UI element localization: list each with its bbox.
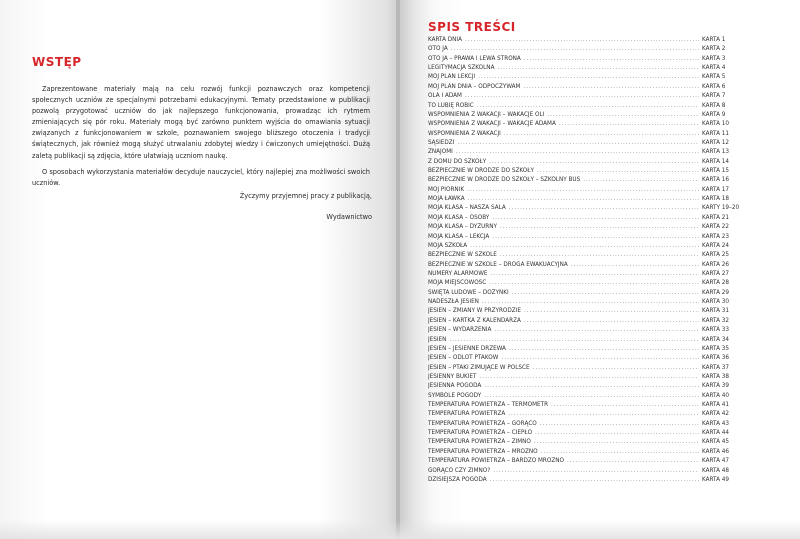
toc-entry [428, 429, 740, 438]
toc-entry [428, 364, 740, 373]
toc-entry-title: TO LUBIĘ ROBIĆ [428, 102, 474, 109]
toc-leader-dots [540, 420, 699, 429]
toc-leader-dots [493, 467, 699, 476]
toc-entry [428, 392, 740, 401]
toc-entry [428, 326, 740, 335]
toc-leader-dots [547, 111, 699, 120]
toc-entry-title: WSPOMNIENIA Z WAKACJI – WAKACJE OLI [428, 111, 545, 118]
toc-entry-card: KARTA 16 [702, 177, 730, 184]
toc-entry-card: KARTA 44 [702, 430, 730, 437]
toc-entry [428, 223, 740, 232]
intro-heading: WSTĘP [32, 55, 82, 69]
toc-entry-title: TEMPERATURA POWIETRZA – ZIMNO [428, 439, 531, 446]
toc-entry [428, 317, 740, 326]
toc-entry-card: KARTA 36 [702, 355, 730, 362]
toc-entry [428, 242, 740, 251]
toc-entry [428, 354, 740, 363]
toc-entry [428, 448, 740, 457]
toc-entry-title: OLA I ADAM [428, 93, 462, 100]
toc-entry [428, 410, 740, 419]
toc-leader-dots [467, 186, 699, 195]
toc-entry-card: KARTA 12 [702, 139, 730, 146]
toc-entry [428, 64, 740, 73]
toc-leader-dots [494, 326, 699, 335]
toc-entry-card: KARTA 9 [702, 111, 726, 118]
toc-leader-dots [571, 261, 699, 270]
toc-entry-title: TEMPERATURA POWIETRZA – MROŹNO [428, 448, 538, 455]
toc-entry [428, 279, 740, 288]
toc-leader-dots [524, 317, 699, 326]
toc-entry-title: MOJA MIEJSCOWOŚĆ [428, 280, 487, 287]
toc-entry-card: KARTA 47 [702, 458, 730, 465]
toc-entry-title: WSPOMNIENIA Z WAKACJI – WAKACJE ADAMA [428, 121, 556, 128]
toc-leader-dots [490, 270, 699, 279]
toc-entry-title: SYMBOLE POGODY [428, 392, 482, 399]
left-page [0, 0, 398, 539]
toc-leader-dots [583, 176, 699, 185]
toc-entry [428, 176, 740, 185]
toc-entry-title: JESIENNY BUKIET [428, 373, 477, 380]
toc-entry-title: JESIEŃ – WYDARZENIA [428, 327, 492, 334]
toc-leader-dots [457, 139, 699, 148]
toc-entry-card: KARTA 33 [702, 327, 730, 334]
toc-entry-card: KARTA 31 [702, 308, 730, 315]
toc-leader-dots [482, 298, 699, 307]
toc-entry [428, 130, 740, 139]
toc-entry-title: NUMERY ALARMOWE [428, 270, 488, 277]
toc-entry [428, 270, 740, 279]
toc-entry-title: MOJA ŁAWKA [428, 196, 465, 203]
toc-entry-card: KARTA 25 [702, 252, 730, 259]
toc-entry-card: KARTA 45 [702, 439, 730, 446]
toc-leader-dots [470, 242, 699, 251]
toc-entry-card: KARTA 39 [702, 383, 730, 390]
toc-entry-title: TEMPERATURA POWIETRZA – BARDZO MROŹNO [428, 458, 564, 465]
toc-leader-dots [456, 148, 699, 157]
toc-entry [428, 167, 740, 176]
toc-entry [428, 36, 740, 45]
toc-leader-dots [484, 392, 699, 401]
toc-entry-title: JESIENNA POGODA [428, 383, 482, 390]
toc-entry-card: KARTY 19–20 [702, 205, 740, 212]
toc-entry-title: KARTA DNIA [428, 37, 462, 43]
toc-leader-dots [533, 364, 699, 373]
toc-leader-dots [489, 279, 699, 288]
toc-entry [428, 204, 740, 213]
toc-entry-card: KARTA 23 [702, 233, 730, 240]
toc-leader-dots [524, 307, 699, 316]
toc-entry-card: KARTA 14 [702, 158, 730, 165]
toc-entry [428, 467, 740, 476]
page-bottom-shadow [0, 520, 800, 539]
toc-entry-title: JESIEŃ – ODLOT PTAKÓW [428, 355, 499, 362]
toc-leader-dots [490, 476, 699, 485]
toc-entry-title: GORĄCO CZY ZIMNO? [428, 467, 491, 474]
toc-entry-card: KARTA 35 [702, 345, 730, 352]
toc-entry-title: WSPOMNIENIA Z WAKACJI [428, 130, 501, 137]
toc-entry [428, 45, 740, 54]
toc-entry-card: KARTA 17 [702, 186, 730, 193]
intro-paragraph-1: Zaprezentowane materiały mają na celu rozwój funkcji poznawczych oraz kompetencji społecznych uczniów ze specjalnymi potrzebami edukacyjnymi. Tematy przedstawione w publikacji pozwolą przygotować uczniów do jak najlepszego funkcjonowania, prowadząc ich rytmem zmieniających się pór roku. Materiały mogą być zarówno punktem wyjścia do omawiania sytuacji związanych z funkcjonowaniem w szkole, poznawaniem swojego bliższego otoczenia i tradycji świątecznych, jak również mogą służyć utrwalaniu zdobytej wiedzy i ćwiczonych umiejętności. Dużą zaletą publikacji są zdjęcia, które ułatwiają uczniom naukę. [32, 85, 370, 160]
toc-entry [428, 336, 740, 345]
toc-entry [428, 158, 740, 167]
toc-entry [428, 476, 740, 485]
toc-entry [428, 298, 740, 307]
toc-leader-dots [524, 55, 699, 64]
toc-entry [428, 148, 740, 157]
toc-entry-card: KARTA 7 [702, 93, 726, 100]
intro-publisher: Wydawnictwo [326, 213, 372, 221]
toc-entry [428, 373, 740, 382]
toc-entry [428, 120, 740, 129]
toc-leader-dots [489, 158, 699, 167]
toc-entry-card: KARTA 29 [702, 289, 730, 296]
toc-leader-dots [509, 204, 699, 213]
intro-body [32, 84, 370, 189]
toc-entry [428, 382, 740, 391]
toc-entry-card: KARTA 15 [702, 168, 730, 175]
toc-entry-title: SĄSIEDZI [428, 139, 455, 146]
toc-entry-title: MÓJ PLAN DNIA – ODPOCZYWAM [428, 83, 521, 90]
book-spine [396, 0, 400, 539]
toc-entry-title: JESIEŃ – PTAKI ZIMUJĄCE W POLSCE [428, 364, 530, 371]
toc-entry-card: KARTA 28 [702, 280, 730, 287]
toc-entry-card: KARTA 40 [702, 392, 730, 399]
toc-entry-title: JESIEŃ – ZMIANY W PRZYRODZIE [428, 308, 521, 315]
intro-paragraph-2: O sposobach wykorzystania materiałów decyduje nauczyciel, który najlepiej zna możliwości swoich uczniów. [32, 167, 370, 187]
toc-entry-card: KARTA 21 [702, 214, 730, 221]
toc-entry [428, 111, 740, 120]
toc-leader-dots [509, 345, 699, 354]
toc-entry [428, 139, 740, 148]
toc-entry-title: MÓJ PIÓRNIK [428, 186, 465, 193]
toc-leader-dots [500, 251, 699, 260]
toc-entry-title: JESIEŃ – JESIENNE DRZEWA [428, 345, 506, 352]
toc-entry [428, 92, 740, 101]
toc-entry-title: MOJA KLASA – DYŻURNY [428, 224, 497, 231]
toc-leader-dots [465, 92, 699, 101]
toc-entry-card: KARTA 1 [702, 37, 726, 43]
toc-leader-dots [449, 336, 699, 345]
toc-entry-card: KARTA 41 [702, 402, 730, 409]
toc-leader-dots [504, 130, 699, 139]
toc-leader-dots [500, 223, 699, 232]
toc-entry [428, 83, 740, 92]
toc-entry-title: BEZPIECZNIE W DRODZE DO SZKOŁY – SZKOLNY BUS [428, 177, 581, 184]
toc-entry-title: BEZPIECZNIE W DRODZE DO SZKOŁY [428, 168, 534, 175]
toc-entry [428, 401, 740, 410]
toc-leader-dots [559, 120, 699, 129]
toc-entry-card: KARTA 37 [702, 364, 730, 371]
table-of-contents [428, 36, 740, 485]
toc-entry [428, 261, 740, 270]
toc-entry-title: OTO JA – PRAWA I LEWA STRONA [428, 55, 521, 62]
toc-leader-dots [537, 167, 699, 176]
toc-entry-title: Z DOMU DO SZKOŁY [428, 158, 487, 165]
toc-entry-card: KARTA 27 [702, 270, 730, 277]
toc-entry-card: KARTA 10 [702, 121, 730, 128]
intro-wish: Życzymy przyjemnej pracy z publikacją, [239, 192, 372, 200]
toc-entry-card: KARTA 49 [702, 476, 730, 483]
toc-leader-dots [535, 429, 699, 438]
toc-leader-dots [512, 289, 699, 298]
toc-entry-title: ZNAJOMI [428, 149, 453, 156]
toc-entry-card: KARTA 30 [702, 299, 730, 306]
toc-leader-dots [497, 64, 699, 73]
toc-entry-card: KARTA 4 [702, 65, 726, 72]
toc-entry-title: MOJA KLASA – OSOBY [428, 214, 490, 221]
toc-leader-dots [468, 195, 699, 204]
toc-entry [428, 289, 740, 298]
toc-entry-title: NADESZŁA JESIEŃ [428, 299, 479, 306]
toc-entry-title: TEMPERATURA POWIETRZA – GORĄCO [428, 420, 537, 427]
toc-leader-dots [492, 233, 699, 242]
toc-entry-card: KARTA 24 [702, 242, 730, 249]
toc-entry-title: MÓJ PLAN LEKCJI [428, 74, 476, 81]
toc-leader-dots [501, 354, 699, 363]
toc-entry-title: TEMPERATURA POWIETRZA [428, 411, 506, 418]
toc-entry-card: KARTA 8 [702, 102, 726, 109]
toc-entry-title: MOJA KLASA – LEKCJA [428, 233, 490, 240]
toc-entry-title: TEMPERATURA POWIETRZA – TERMOMETR [428, 402, 549, 409]
toc-leader-dots [451, 45, 699, 54]
toc-entry [428, 233, 740, 242]
toc-entry-card: KARTA 26 [702, 261, 730, 268]
toc-entry-title: BEZPIECZNIE W SZKOLE [428, 252, 497, 259]
toc-entry-title: OTO JA [428, 46, 448, 53]
toc-entry-card: KARTA 32 [702, 317, 730, 324]
toc-leader-dots [534, 438, 699, 447]
toc-entry [428, 251, 740, 260]
toc-entry-card: KARTA 2 [702, 46, 726, 53]
toc-leader-dots [465, 36, 699, 45]
toc-entry-card: KARTA 18 [702, 196, 730, 203]
toc-entry-card: KARTA 5 [702, 74, 726, 81]
toc-entry [428, 345, 740, 354]
toc-entry-card: KARTA 43 [702, 420, 730, 427]
toc-entry-card: KARTA 34 [702, 336, 730, 343]
toc-entry-card: KARTA 38 [702, 373, 730, 380]
toc-leader-dots [478, 73, 699, 82]
toc-entry-title: JESIEŃ – KARTKA Z KALENDARZA [428, 317, 521, 324]
toc-entry-title: MOJA SZKOŁA [428, 242, 468, 249]
toc-leader-dots [484, 382, 699, 391]
toc-entry [428, 420, 740, 429]
toc-leader-dots [492, 214, 699, 223]
toc-entry [428, 186, 740, 195]
toc-entry [428, 55, 740, 64]
toc-leader-dots [567, 457, 699, 466]
toc-entry [428, 195, 740, 204]
toc-leader-dots [479, 373, 699, 382]
toc-entry-card: KARTA 13 [702, 149, 730, 156]
toc-entry-card: KARTA 48 [702, 467, 730, 474]
toc-entry [428, 73, 740, 82]
toc-entry [428, 307, 740, 316]
toc-entry-title: DZISIEJSZA POGODA [428, 476, 487, 483]
toc-entry-title: BEZPIECZNIE W SZKOLE – DROGA EWAKUACYJNA [428, 261, 568, 268]
toc-entry-title: JESIEŃ [428, 336, 447, 343]
toc-entry-card: KARTA 46 [702, 448, 730, 455]
toc-entry [428, 214, 740, 223]
toc-leader-dots [508, 410, 699, 419]
toc-entry-card: KARTA 22 [702, 224, 730, 231]
toc-entry [428, 102, 740, 111]
toc-leader-dots [541, 448, 699, 457]
toc-leader-dots [523, 83, 699, 92]
toc-entry-title: ŚWIĘTA LUDOWE – DOŻYNKI [428, 289, 509, 296]
toc-leader-dots [551, 401, 699, 410]
toc-entry [428, 457, 740, 466]
toc-entry-card: KARTA 6 [702, 83, 726, 90]
toc-entry-title: TEMPERATURA POWIETRZA – CIEPŁO [428, 430, 533, 437]
toc-entry [428, 438, 740, 447]
toc-entry-title: MOJA KLASA – NASZA SALA [428, 205, 506, 212]
toc-entry-card: KARTA 3 [702, 55, 726, 62]
toc-entry-title: LEGITYMACJA SZKOLNA [428, 65, 495, 72]
toc-entry-card: KARTA 11 [702, 130, 730, 137]
toc-entry-card: KARTA 42 [702, 411, 730, 418]
toc-heading: SPIS TREŚCI [428, 20, 516, 34]
toc-leader-dots [477, 102, 699, 111]
